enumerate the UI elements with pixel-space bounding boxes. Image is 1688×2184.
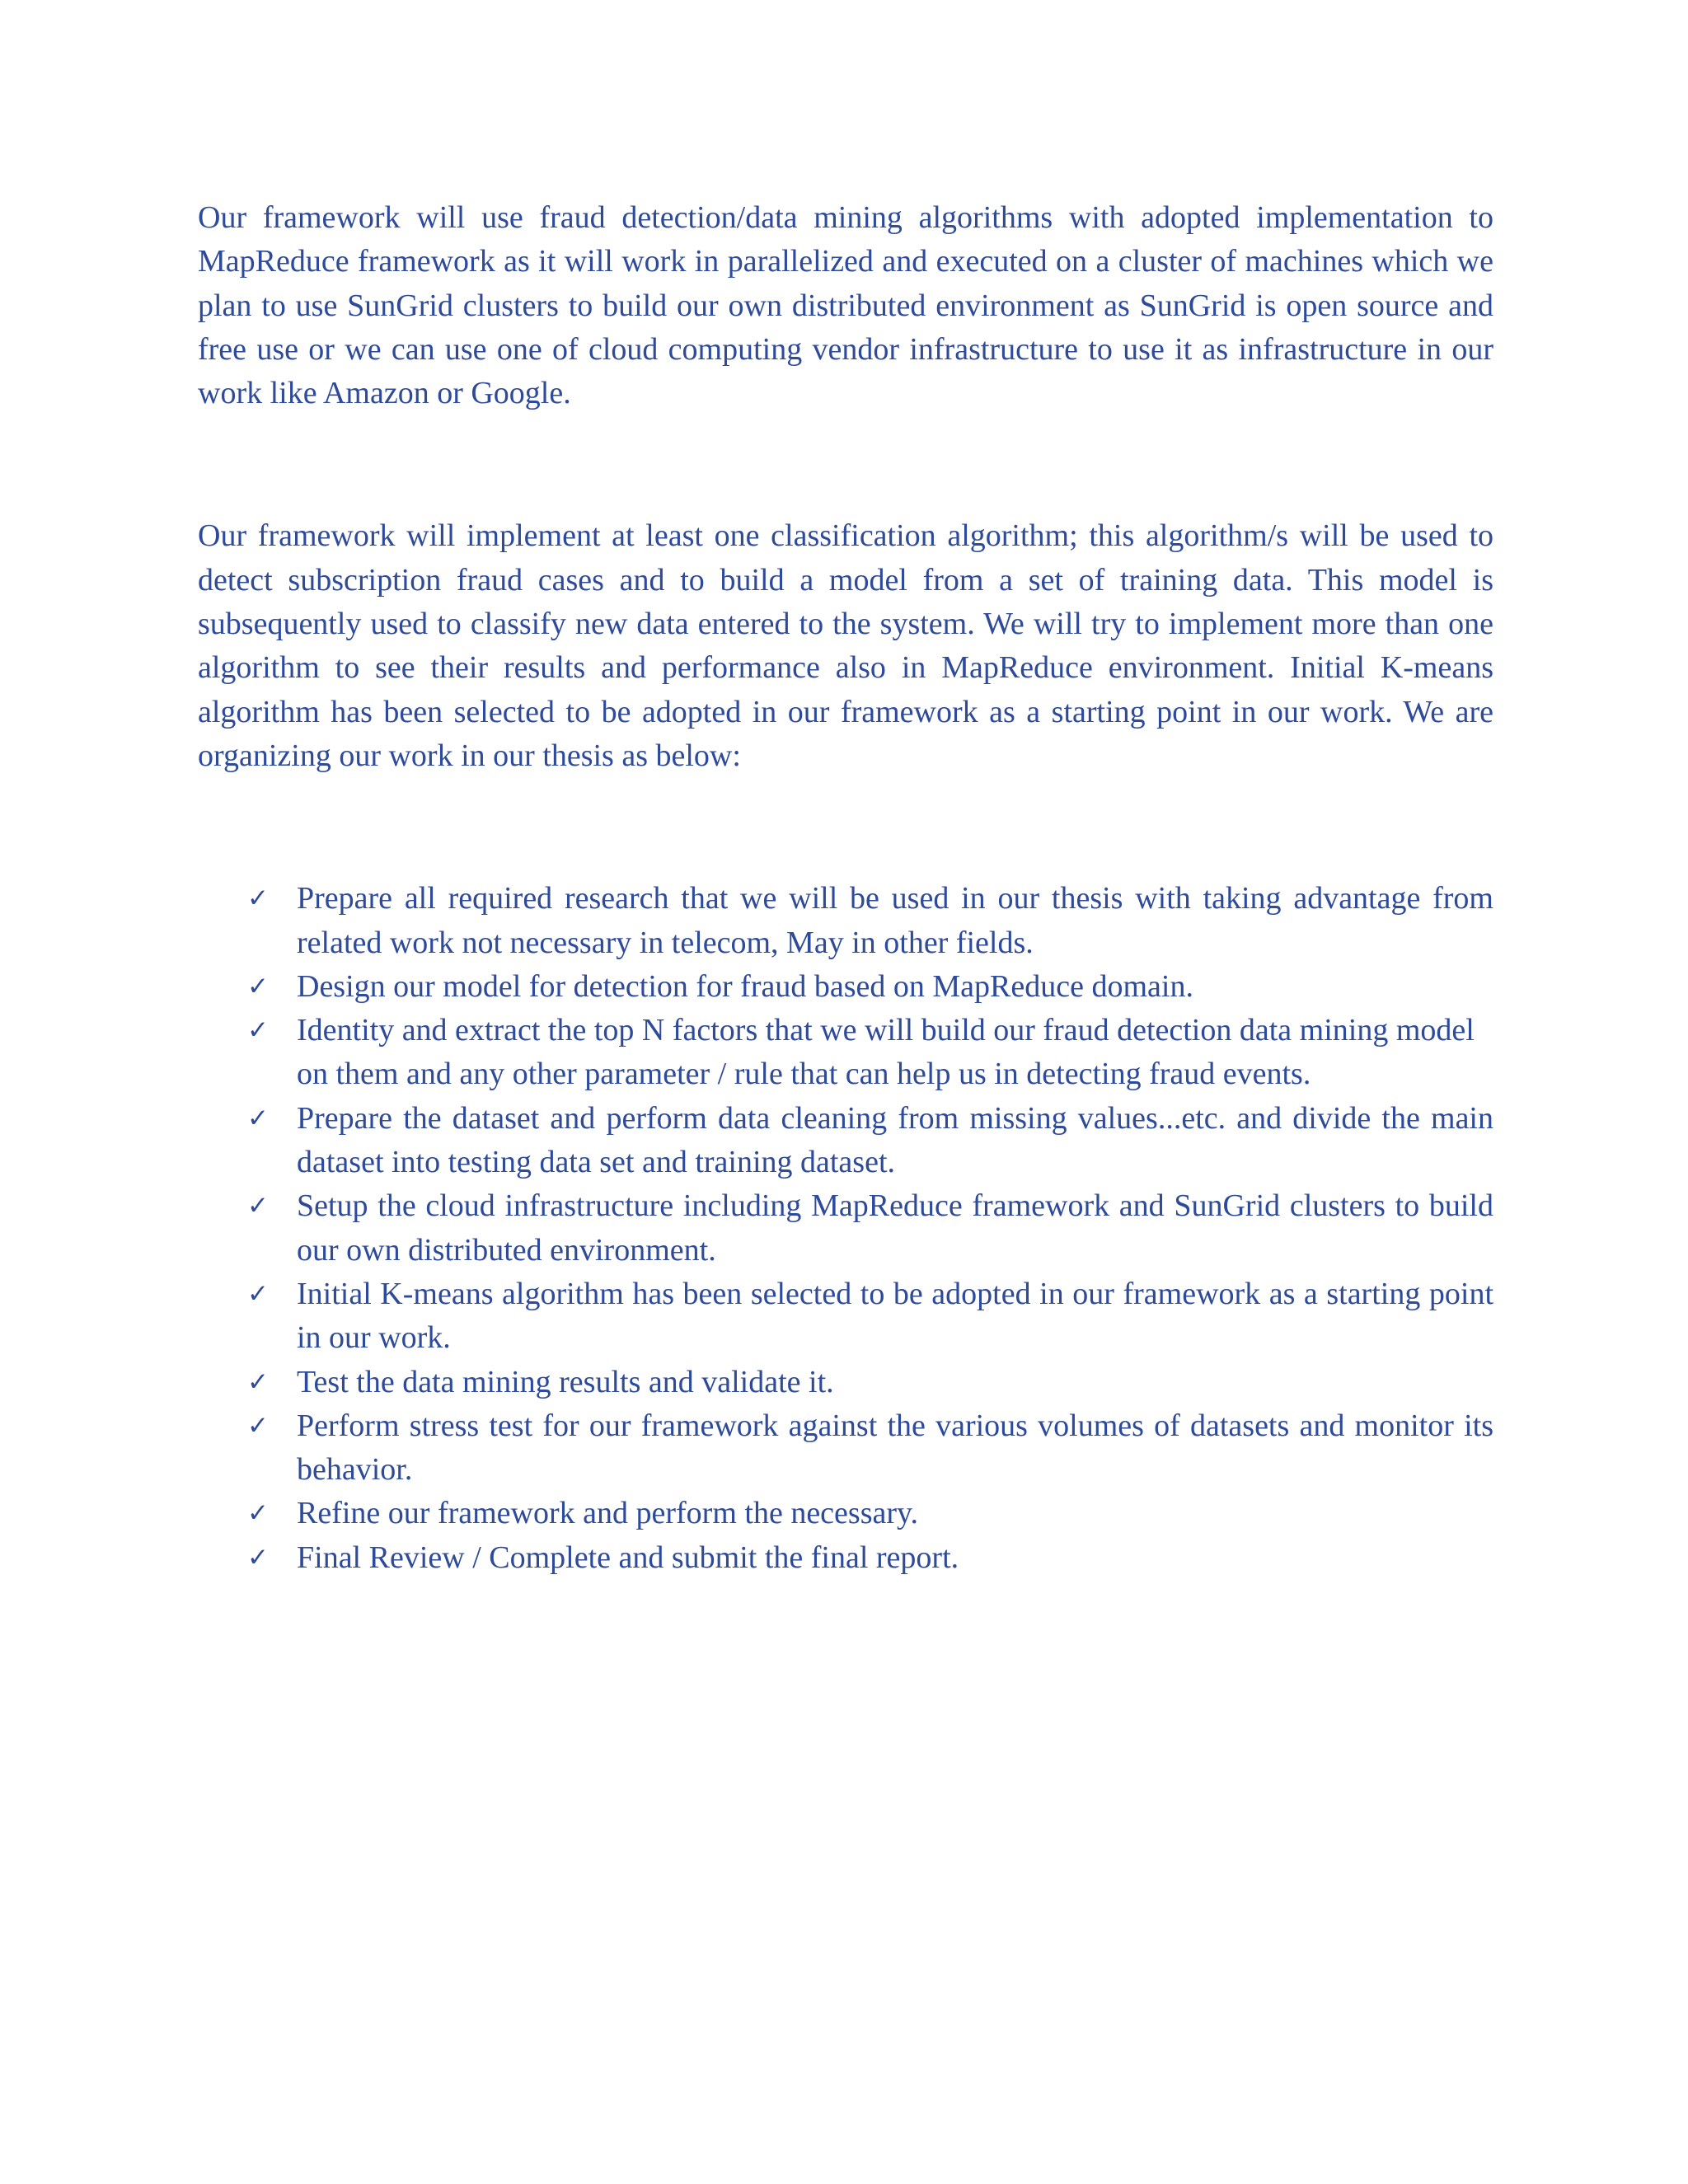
list-item	[198, 1272, 1493, 1361]
list-item-text: Setup the cloud infrastructure including MapReduce framework and SunGrid clusters to build our own distributed environment.	[297, 1188, 1493, 1268]
list-item	[198, 877, 1493, 965]
list-item-text: Design our model for detection for fraud based on MapReduce domain.	[297, 968, 1193, 1004]
checkmark-icon: ✓	[247, 1410, 269, 1441]
checkmark-icon: ✓	[247, 1015, 269, 1046]
list-item-text: Test the data mining results and validate it.	[297, 1364, 834, 1399]
thesis-work-checklist	[198, 877, 1493, 1580]
checkmark-icon: ✓	[247, 883, 269, 914]
checkmark-icon: ✓	[247, 1278, 269, 1309]
list-item	[198, 965, 1493, 1009]
list-item	[198, 1492, 1493, 1535]
paragraph-classification-plan: Our framework will implement at least one classification algorithm; this algorithm/s will be used to detect subscription fraud cases and to build a model from a set of training data. This model is subsequently used to classify new data entered to the system. We will try to implement more than one algorithm to see their results and performance also in MapReduce environment. Initial K-means algorithm has been selected to be adopted in our framework as a starting point in our work. We are organizing our work in our thesis as below:	[198, 518, 1493, 773]
list-item	[198, 1361, 1493, 1404]
list-item-text: Refine our framework and perform the necessary.	[297, 1496, 919, 1531]
list-item	[198, 1009, 1493, 1097]
checkmark-icon: ✓	[247, 971, 269, 1001]
list-item-text: Prepare all required research that we will be used in our thesis with taking advantage from related work not necessary in telecom, May in other fields.	[297, 881, 1493, 960]
list-item-text: Initial K-means algorithm has been selected to be adopted in our framework as a starting point in our work.	[297, 1276, 1493, 1356]
list-item	[198, 1097, 1493, 1185]
list-item-text: Identity and extract the top N factors that we will build our fraud detection data mining model on them and any other parameter / rule that can help us in detecting fraud events.	[297, 1013, 1475, 1092]
list-item-text: Prepare the dataset and perform data cleaning from missing values...etc. and divide the main dataset into testing data set and training dataset.	[297, 1100, 1493, 1180]
list-item	[198, 1184, 1493, 1272]
document-body	[198, 196, 1493, 1580]
list-item	[198, 1404, 1493, 1493]
paragraph-framework-overview: Our framework will use fraud detection/data mining algorithms with adopted implementation to MapReduce framework as it will work in parallelized and executed on a cluster of machines which we plan to use SunGrid clusters to build our own distributed environment as SunGrid is open source and free use or we can use one of cloud computing vendor infrastructure to use it as infrastructure in our work like Amazon or Google.	[198, 200, 1493, 411]
checkmark-icon: ✓	[247, 1366, 269, 1397]
checkmark-icon: ✓	[247, 1498, 269, 1529]
list-item-text: Perform stress test for our framework against the various volumes of datasets and monitor its behavior.	[297, 1408, 1493, 1488]
list-item-text: Final Review / Complete and submit the final report.	[297, 1540, 959, 1575]
checkmark-icon: ✓	[247, 1103, 269, 1133]
list-item	[198, 1536, 1493, 1580]
checkmark-icon: ✓	[247, 1191, 269, 1221]
checkmark-icon: ✓	[247, 1542, 269, 1572]
